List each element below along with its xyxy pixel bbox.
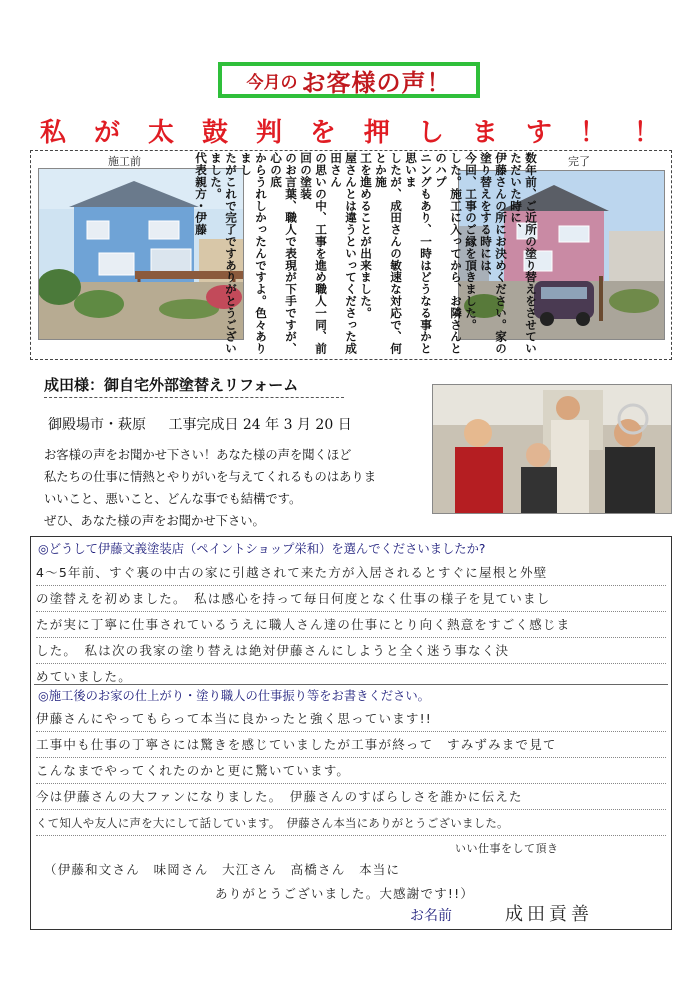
owner-message: 数年前、ご近所の塗り替えをさせていただいた時に、 伊藤さんの所にお決めください。家の塗り替えをする時には、 今回、工事のご縁を頂きました。 した。施工に入ってから、お隣さんとのハプ ニングもあり、一時はどうなる事かと思いま したが、成田さんの敏速な対応で、何とか施 工を進めることが出来ました。 屋さんとは違うといってくださった成田さん の思いの中、工事を進め職人一同、前回の塗装 のお言葉、職人で表現が下手ですが、心の底 からうれしかったんですよ。色々ありまし たがこれで完了ですありがとうございました。 代表親方・伊藤 [194, 152, 538, 355]
thanks-line: ありがとうございました。大感謝です!!） [215, 886, 475, 901]
answer-line: の塗替えを初めました。 私は感心を持って毎日何度となく仕事の様子を見ていまし [36, 586, 666, 612]
answer-line: たが実に丁寧に仕事されているうえに職人さん達の仕事にとり向く熱意をすごく感じま [36, 612, 666, 638]
answer-line: 伊藤さんにやってもらって本当に良かったと強く思っています!! [36, 706, 666, 732]
answer-line: こんなまでやってくれたのかと更に驚いています。 [36, 758, 666, 784]
answer-line: した。 私は次の我家の塗り替えは絶対伊藤さんにしようと全く迷う事なく決 [36, 638, 666, 664]
before-label: 施工前 [108, 155, 141, 168]
slogan-char: が [93, 118, 120, 148]
customer-signature: 成田貢善 [505, 904, 593, 925]
question2-answer [36, 706, 666, 836]
banner-prefix: 今月の [246, 72, 298, 93]
after-label: 完了 [568, 155, 590, 168]
project-info [48, 414, 370, 434]
answer-line: 4～5年前、すぐ裏の中古の家に引越されて来た方が入居されるとすぐに屋根と外壁 [36, 560, 666, 586]
slogan-char: 押 [363, 118, 390, 148]
thanks-line: （伊藤和文さん 味岡さん 大江さん 高橋さん 本当に [44, 862, 401, 877]
page-title: 成田様：御自宅外部塗替えリフォーム [44, 374, 344, 398]
question1-answer [36, 560, 666, 686]
intro-line: お客様の声をお聞かせ下さい！あなた様の声を聞くほど [44, 448, 352, 462]
answer-line: めていました。 [36, 669, 132, 684]
slogan-char: を [309, 118, 336, 148]
question-divider [34, 684, 668, 685]
page-banner [218, 62, 480, 98]
project-city: 御殿場市・萩原 [48, 417, 146, 433]
insert-note: いい仕事をして頂き [455, 842, 559, 855]
slogan-char: 私 [40, 118, 67, 148]
slogan-char: ！ [579, 118, 606, 148]
slogan-char: 判 [255, 118, 282, 148]
team-photo-image [433, 385, 671, 513]
completion-date: 工事完成日 24 年 3 月 20 日 [168, 417, 352, 433]
slogan-char: し [417, 118, 444, 148]
slogan-char: 太 [147, 118, 174, 148]
answer-line: 今は伊藤さんの大ファンになりました。 伊藤さんのすばらしさを誰かに伝えた [36, 784, 666, 810]
intro-line: 私たちの仕事に情熱とやりがいを与えてくれるものはありま [44, 470, 377, 484]
intro-line: ぜひ、あなた様の声をお聞かせ下さい。 [44, 514, 265, 528]
slogan-char: ま [471, 118, 498, 148]
question2-heading: ◎施工後のお家の仕上がり・塗り職人の仕事振り等をお書きください。 [38, 689, 430, 703]
answer-line: 工事中も仕事の丁寧さには驚きを感じていましたが工事が終って すみずみまで見て [36, 732, 666, 758]
slogan [40, 112, 660, 149]
banner-title: お客様の声！ [301, 67, 452, 97]
slogan-char: す [525, 118, 552, 148]
intro-text [44, 444, 434, 532]
team-photo [432, 384, 672, 514]
name-label: お名前 [410, 908, 452, 924]
slogan-char: ！ [633, 118, 660, 148]
slogan-char: 鼓 [201, 118, 228, 148]
intro-line: いいこと、悪いこと、どんな事でも結構です。 [44, 492, 302, 506]
question1-heading: ◎どうして伊藤文義塗装店（ペイントショップ栄和）を選んでくださいましたか? [38, 542, 486, 556]
answer-line: くて知人や友人に声を大にして話しています。 伊藤さん本当にありがとうございました。 [36, 810, 666, 836]
customer-heading [44, 374, 344, 398]
